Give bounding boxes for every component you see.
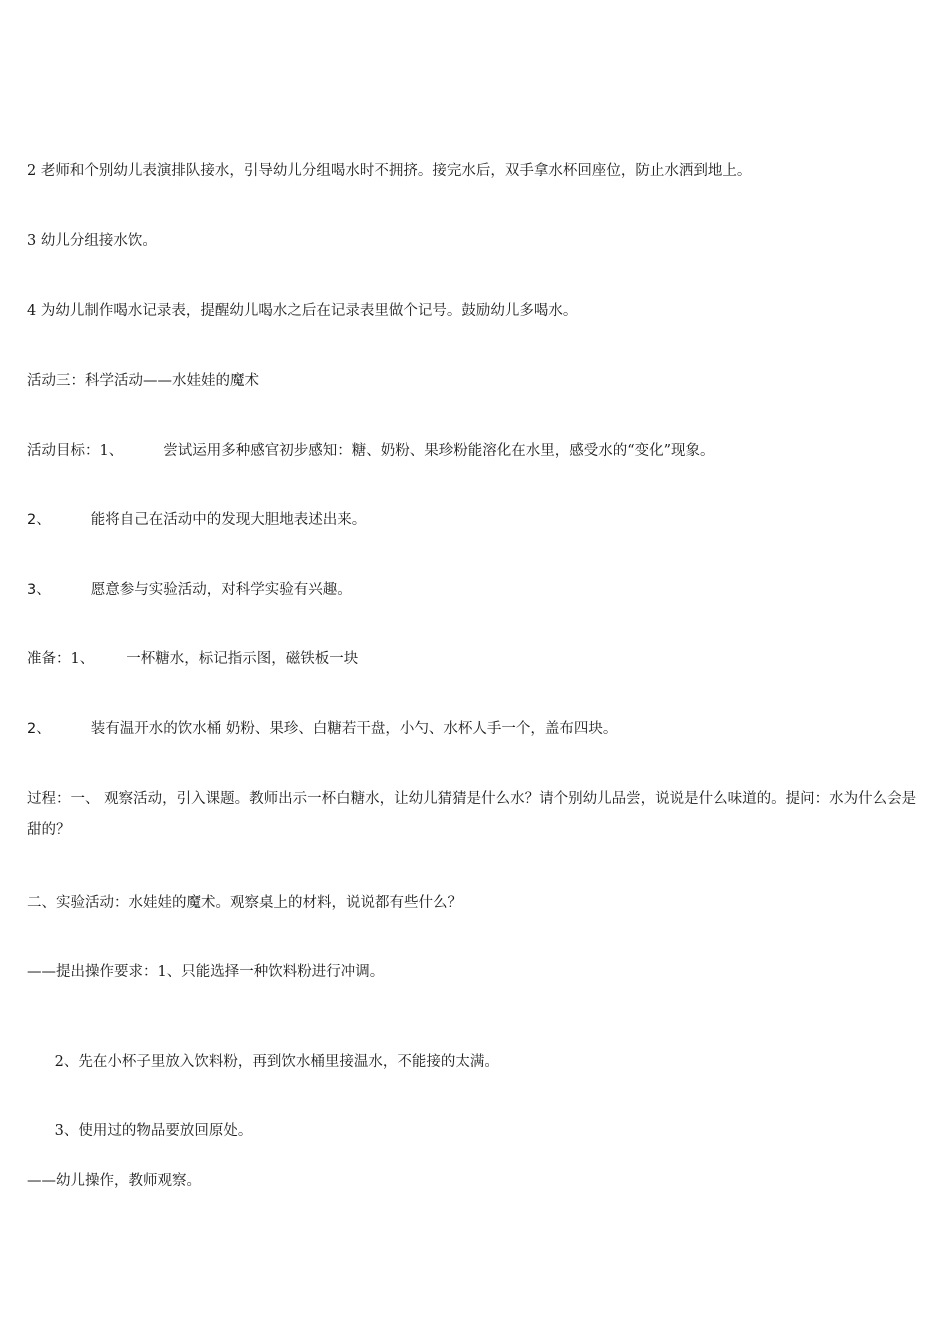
preparation-number: 2、 xyxy=(27,721,51,737)
goal-text: 愿意参与实验活动，对科学实验有兴趣。 xyxy=(90,582,352,598)
paragraph-text: 3、使用过的物品要放回原处。 xyxy=(45,1123,253,1139)
operation-requirement-1 xyxy=(27,962,927,982)
goal-number: 2、 xyxy=(27,512,51,528)
preparation-item-2 xyxy=(27,719,927,739)
goal-text: 尝试运用多种感官初步感知：糖、奶粉、果珍粉能溶化在水里，感受水的“变化”现象。 xyxy=(163,443,715,459)
activity-three-heading xyxy=(27,371,927,391)
paragraph-text: ——幼儿操作，教师观察。 xyxy=(27,1173,201,1189)
paragraph-text: 过程：一、 观察活动，引入课题。教师出示一杯白糖水，让幼儿猜猜是什么水？请个别幼儿品尝，说说是什么味道的。提问：水为什么会是甜的？ xyxy=(27,791,917,838)
operation-requirement-2 xyxy=(27,1032,927,1092)
paragraph-text: 二、实验活动：水娃娃的魔术。观察桌上的材料，说说都有些什么？ xyxy=(27,895,462,911)
goal-label: 活动目标：1、 xyxy=(27,443,124,459)
goal-item-3 xyxy=(27,580,927,600)
paragraph-step-3 xyxy=(27,231,927,251)
process-paragraph xyxy=(27,784,927,846)
preparation-text: 一杯糖水，标记指示图，磁铁板一块 xyxy=(126,651,359,667)
paragraph-text: ——提出操作要求：1、只能选择一种饮料粉进行冲调。 xyxy=(27,964,385,980)
preparation-item-1 xyxy=(27,649,927,669)
preparation-label: 准备：1、 xyxy=(27,651,95,667)
paragraph-step-2 xyxy=(27,161,927,181)
preparation-text: 装有温开水的饮水桶 奶粉、果珍、白糖若干盘，小勺、水杯人手一个，盖布四块。 xyxy=(90,721,618,737)
paragraph-text: 2、先在小杯子里放入饮料粉，再到饮水桶里接温水，不能接的太满。 xyxy=(45,1054,499,1070)
goal-number: 3、 xyxy=(27,582,51,598)
paragraph-text: 3 幼儿分组接水饮。 xyxy=(27,233,157,249)
experiment-paragraph xyxy=(27,893,927,913)
goal-text: 能将自己在活动中的发现大胆地表述出来。 xyxy=(90,512,367,528)
child-operation-line xyxy=(27,1171,927,1191)
paragraph-step-4 xyxy=(27,301,927,321)
heading-text: 活动三：科学活动——水娃娃的魔术 xyxy=(27,373,259,389)
goal-item-2 xyxy=(27,510,927,530)
goal-item-1 xyxy=(27,441,927,461)
operation-requirement-3 xyxy=(27,1101,927,1161)
paragraph-text: 2 老师和个别幼儿表演排队接水，引导幼儿分组喝水时不拥挤。接完水后，双手拿水杯回座位，防止水洒到地上。 xyxy=(27,163,752,179)
paragraph-text: 4 为幼儿制作喝水记录表，提醒幼儿喝水之后在记录表里做个记号。鼓励幼儿多喝水。 xyxy=(27,303,578,319)
